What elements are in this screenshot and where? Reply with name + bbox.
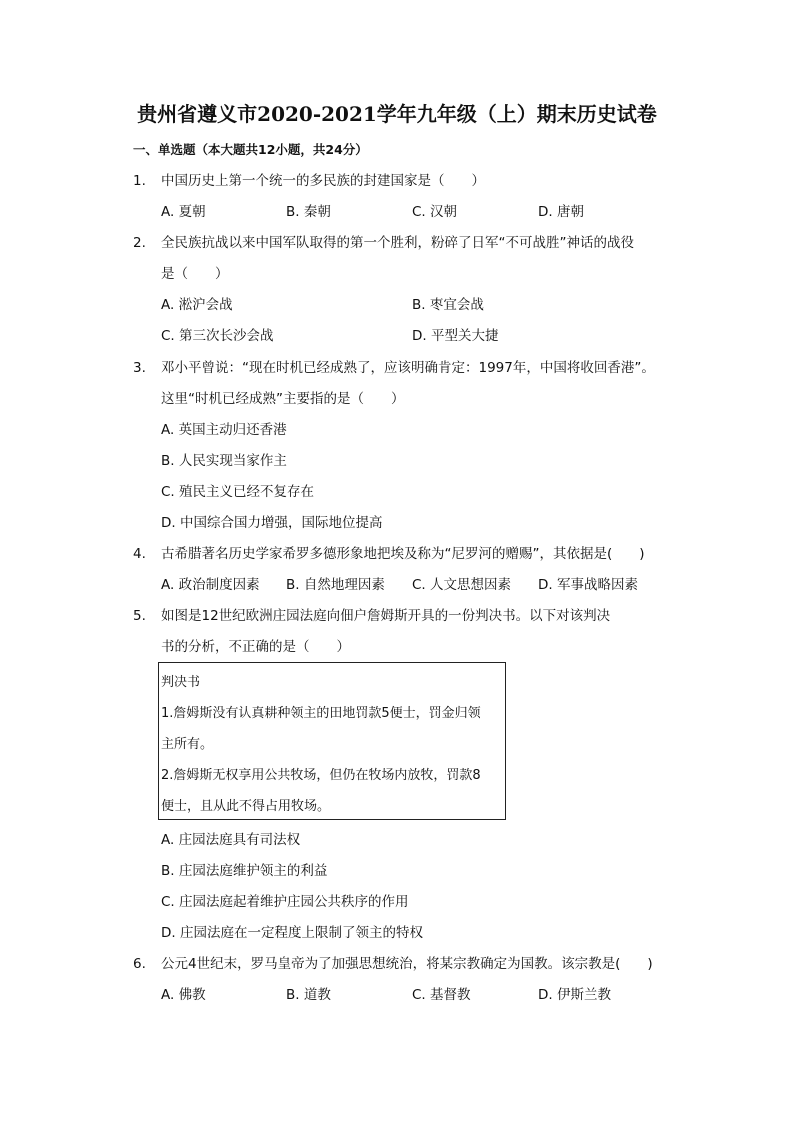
option-a: A. 政治制度因素 (161, 577, 260, 593)
option-d: D. 中国综合国力增强，国际地位提高 (161, 515, 383, 531)
question-stem: 公元4世纪末，罗马皇帝为了加强思想统治，将某宗教确定为国教。该宗教是( ) (161, 956, 653, 972)
option-c: C. 庄园法庭起着维护庄园公共秩序的作用 (161, 894, 409, 910)
option-b: B. 枣宜会战 (412, 297, 484, 313)
option-c: C. 第三次长沙会战 (161, 328, 274, 344)
question-stem-line-2: 是（ ） (161, 266, 229, 282)
option-b: B. 秦朝 (286, 204, 331, 220)
question-number: 3. (133, 360, 146, 376)
question-stem-line-1: 邓小平曾说：“现在时机已经成熟了，应该明确肯定：1997年，中国将收回香港”。 (161, 360, 655, 376)
question-stem-line-2: 这里“时机已经成熟”主要指的是（ ） (161, 391, 405, 407)
question-number: 2. (133, 235, 146, 251)
question-stem-line-2: 书的分析，不正确的是（ ） (161, 639, 350, 655)
option-c: C. 汉朝 (412, 204, 458, 220)
box-line-3: 2.詹姆斯无权享用公共牧场，但仍在牧场内放牧，罚款8 (161, 768, 481, 783)
section-heading: 一、单选题（本大题共12小题，共24分） (133, 142, 368, 157)
box-line-4: 便士，且从此不得占用牧场。 (161, 799, 331, 814)
question-number: 4. (133, 546, 146, 562)
option-d: D. 伊斯兰教 (538, 987, 611, 1003)
option-d: D. 平型关大捷 (412, 328, 499, 344)
option-a: A. 佛教 (161, 987, 206, 1003)
question-number: 1. (133, 173, 146, 189)
box-line-title: 判决书 (161, 675, 201, 690)
exam-title: 贵州省遵义市2020-2021学年九年级（上）期末历史试卷 (137, 102, 657, 126)
option-b: B. 庄园法庭维护领主的利益 (161, 863, 328, 879)
option-a: A. 夏朝 (161, 204, 206, 220)
option-d: D. 庄园法庭在一定程度上限制了领主的特权 (161, 925, 423, 941)
question-stem: 中国历史上第一个统一的多民族的封建国家是（ ） (161, 173, 485, 189)
option-c: C. 人文思想因素 (412, 577, 512, 593)
question-number: 5. (133, 608, 146, 624)
option-a: A. 英国主动归还香港 (161, 422, 287, 438)
question-number: 6. (133, 956, 146, 972)
question-stem-line-1: 如图是12世纪欧洲庄园法庭向佃户詹姆斯开具的一份判决书。以下对该判决 (161, 608, 611, 624)
option-a: A. 庄园法庭具有司法权 (161, 832, 301, 848)
option-b: B. 道教 (286, 987, 331, 1003)
option-c: C. 殖民主义已经不复存在 (161, 484, 315, 500)
option-b: B. 人民实现当家作主 (161, 453, 287, 469)
option-a: A. 淞沪会战 (161, 297, 233, 313)
option-c: C. 基督教 (412, 987, 471, 1003)
judgment-document-box (158, 662, 506, 820)
option-d: D. 唐朝 (538, 204, 584, 220)
option-b: B. 自然地理因素 (286, 577, 385, 593)
option-d: D. 军事战略因素 (538, 577, 638, 593)
question-stem-line-1: 全民族抗战以来中国军队取得的第一个胜利，粉碎了日军“不可战胜”神话的战役 (161, 235, 634, 251)
box-line-1: 1.詹姆斯没有认真耕种领主的田地罚款5便士，罚金归领 (161, 706, 481, 721)
box-line-2: 主所有。 (161, 737, 214, 752)
question-stem: 古希腊著名历史学家希罗多德形象地把埃及称为“尼罗河的赠赐”，其依据是( ) (161, 546, 645, 562)
